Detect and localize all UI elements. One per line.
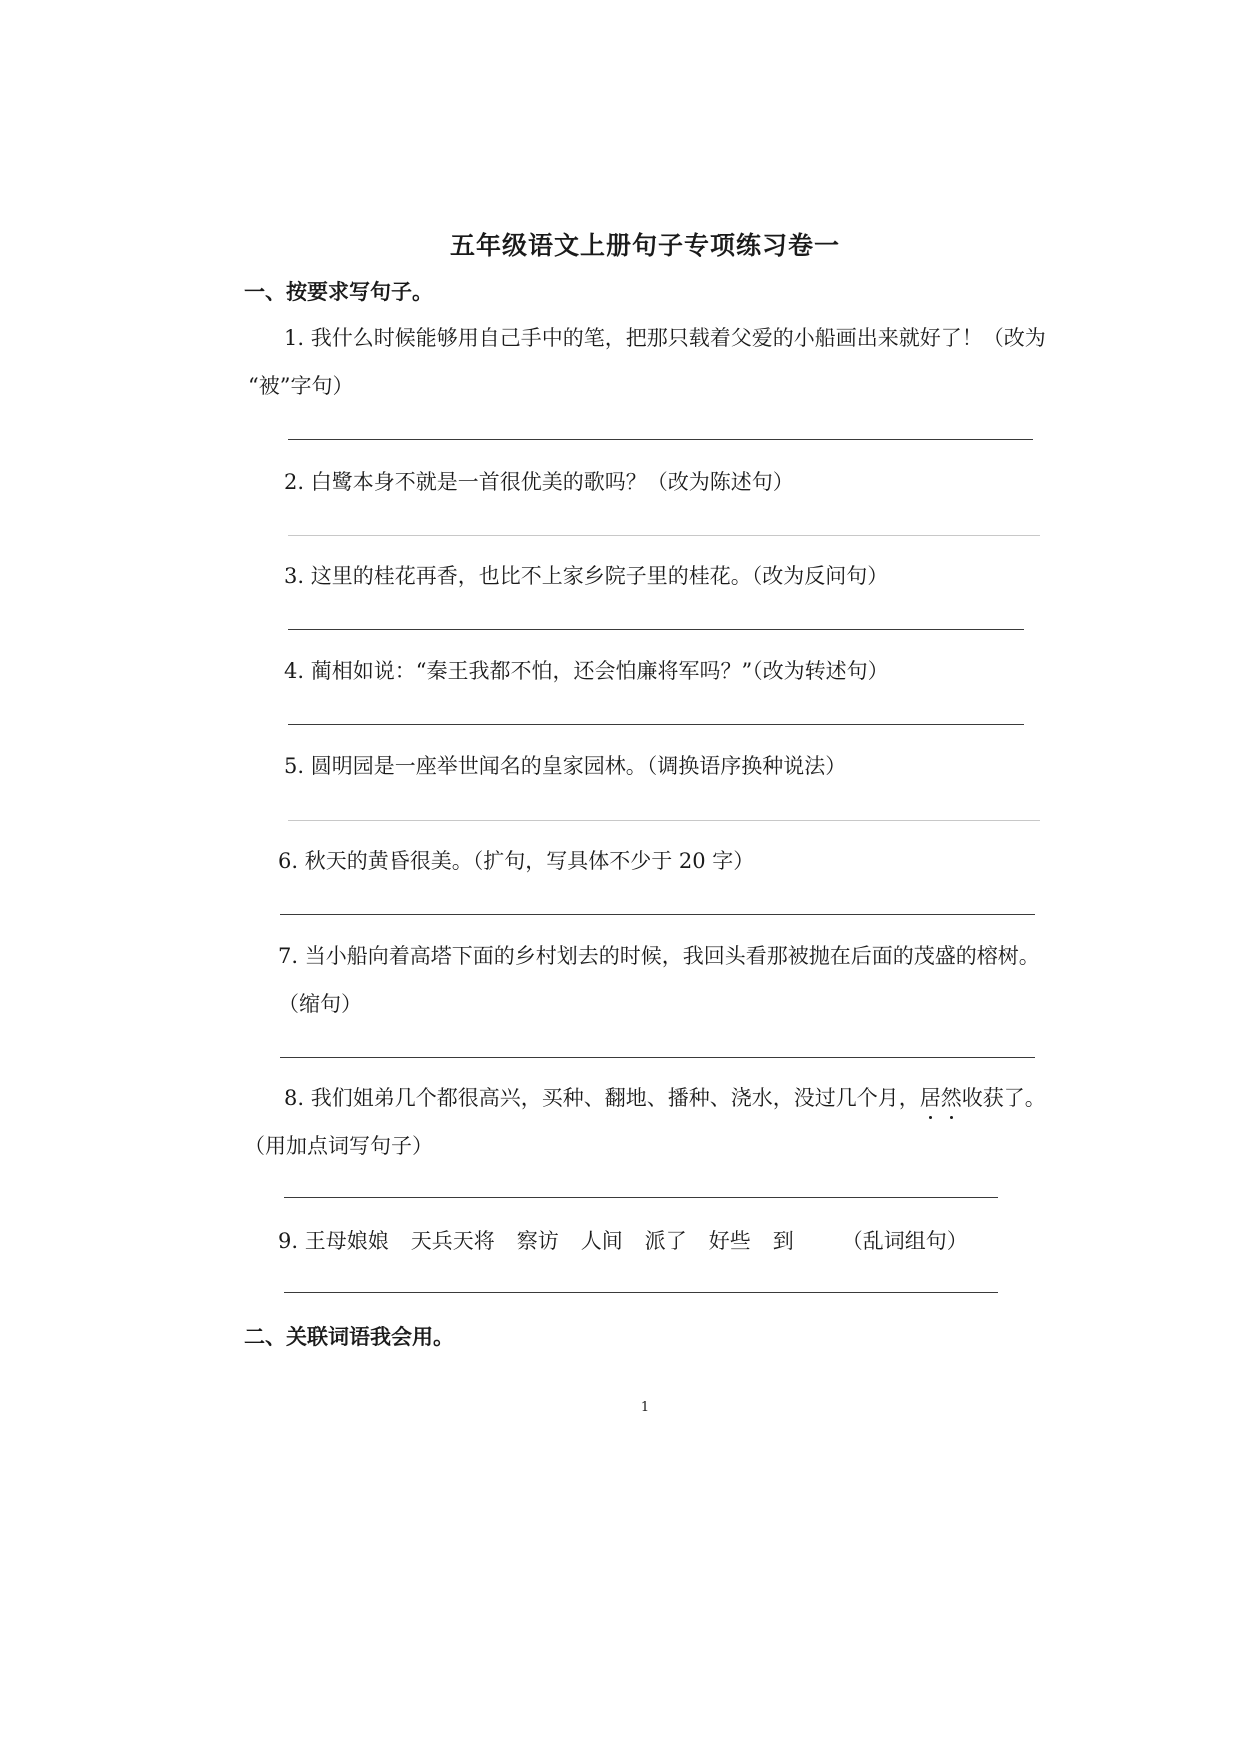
page-number: 1	[640, 1400, 650, 1415]
question-7-line-1: 7. 当小船向着高塔下面的乡村划去的时候，我回头看那被抛在后面的茂盛的榕树。	[278, 944, 1040, 968]
answer-line-2[interactable]	[288, 535, 1040, 536]
emphasis-dot-char-2: 然	[941, 1082, 962, 1112]
question-4: 4. 蔺相如说：“秦王我都不怕，还会怕廉将军吗？”（改为转述句）	[284, 659, 889, 683]
answer-line-5[interactable]	[288, 820, 1040, 821]
scramble-word-3: 察访	[516, 1229, 559, 1253]
scramble-word-6: 好些	[708, 1229, 751, 1253]
question-5: 5. 圆明园是一座举世闻名的皇家园林。（调换语序换种说法）	[284, 754, 847, 778]
answer-line-8[interactable]	[284, 1197, 998, 1198]
answer-line-7[interactable]	[280, 1057, 1035, 1058]
section-1-heading: 一、按要求写句子。	[244, 280, 433, 304]
question-8-line-2: （用加点词写句子）	[244, 1134, 433, 1158]
question-8-text-after: 收获了。	[961, 1086, 1046, 1110]
question-7-line-2: （缩句）	[278, 992, 362, 1016]
answer-line-1[interactable]	[288, 439, 1033, 440]
question-2: 2. 白鹭本身不就是一首很优美的歌吗？（改为陈述句）	[284, 470, 794, 494]
answer-line-6[interactable]	[280, 914, 1035, 915]
emphasis-dot-char-1: 居	[920, 1082, 941, 1112]
section-2-heading: 二、关联词语我会用。	[244, 1325, 454, 1349]
question-9-instruction: （乱词组句）	[841, 1229, 968, 1253]
question-9	[278, 1225, 990, 1255]
question-8-text-before: 8. 我们姐弟几个都很高兴，买种、翻地、播种、浇水，没过几个月，	[284, 1086, 920, 1110]
scramble-word-2: 天兵天将	[410, 1229, 495, 1253]
page-title: 五年级语文上册句子专项练习卷一	[449, 231, 840, 260]
question-1-line-2: “被”字句）	[248, 374, 354, 398]
answer-line-4[interactable]	[288, 724, 1024, 725]
question-6: 6. 秋天的黄昏很美。（扩句，写具体不少于 20 字）	[278, 849, 755, 873]
answer-line-9[interactable]	[284, 1292, 998, 1293]
scramble-word-7: 到	[772, 1229, 794, 1253]
answer-line-3[interactable]	[288, 629, 1024, 630]
question-1-line-1: 1. 我什么时候能够用自己手中的笔，把那只载着父爱的小船画出来就好了！（改为	[284, 326, 1046, 350]
scramble-word-1: 9. 王母娘娘	[278, 1229, 389, 1253]
scramble-word-5: 派了	[644, 1229, 687, 1253]
scramble-word-4: 人间	[580, 1229, 623, 1253]
question-3: 3. 这里的桂花再香，也比不上家乡院子里的桂花。（改为反问句）	[284, 564, 889, 588]
question-8-line-1	[284, 1082, 1046, 1112]
